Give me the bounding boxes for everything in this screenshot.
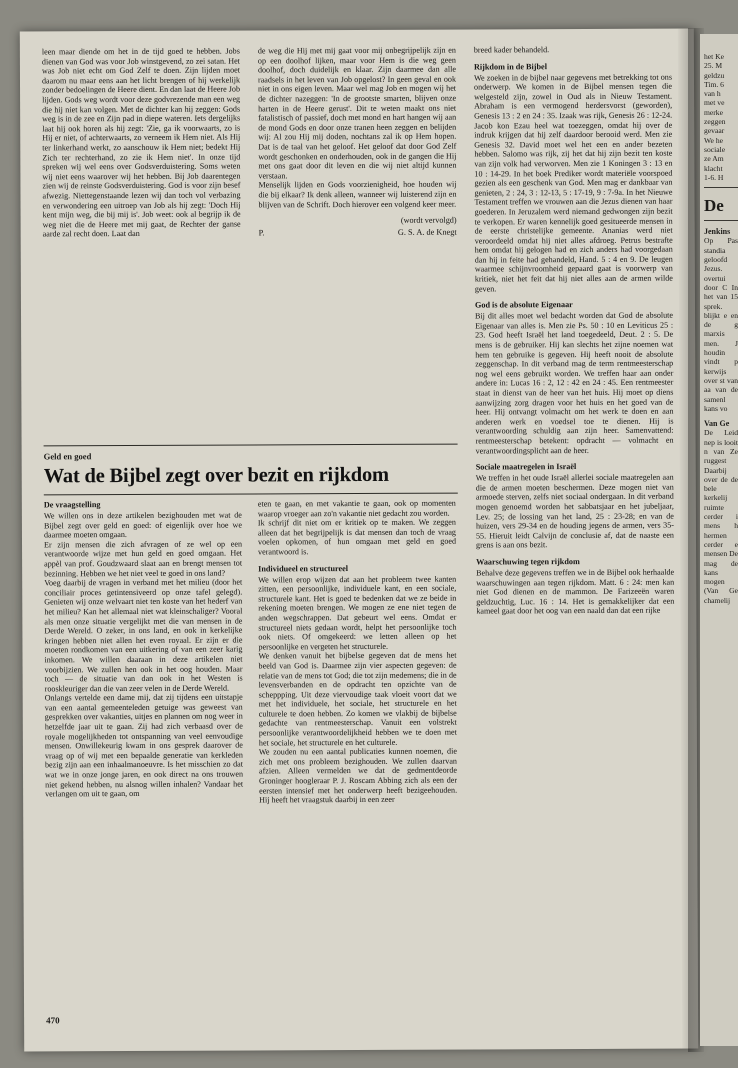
byline-author: G. S. A. de Knegt — [397, 227, 457, 237]
fragment-line: van h — [704, 89, 721, 99]
fragment-line: Tim. 6 — [704, 79, 724, 89]
magazine-page-sheet — [20, 29, 698, 1052]
byline-left: P. — [258, 228, 265, 238]
fragment-line: sociale — [704, 144, 726, 154]
article-column-1 — [44, 500, 243, 800]
paragraph: de weg die Hij met mij gaat voor mij onbegrijpelijk zijn en op een doolhof lijken, maar voor Hem is die weg geen doolhof, doch duidelijk en klaar. Zijn daarmee dan alle raadsels in het leven van Job opgelost? In geen geval en ook niet in ons eigen leven. Maar wel mag Job en mogen wij het de dichter nazeggen: 'In de grootste smarten, blijven onze harten in de Heere gerust'. Dit te weten maakt ons niet fatalistisch of passief, doch met mond en hart hangen wij aan de mond Gods en door onze tranen heen zeggen en belijden wij: Al zou Hij mij doden, nochtans zal ik op Hem hopen. Dat is de taal van het geloof. Het geloof dat door God Zelf wordt geschonken en onderhouden, ook in de gangen die Hij met ons gaat door dit leven en die wij niet altijd kunnen verstaan. — [257, 45, 457, 181]
fragment-line: geldzu — [704, 70, 725, 80]
paragraph: We zoeken in de bijbel naar gegevens met betrekking tot ons onderwerp. We komen in de Bijbel mensen tegen die welgesteld zijn, zowel in Oud als in Nieuw Testament. Abraham is een vermogend herdersvorst (geworden), Genesis 13 : 2 en 24 : 35. Izaak was rijk, Genesis 26 : 12-24. Jacob kon Ezau heel wat toezeggen, omdat hij over de indruk krijgen dat hij zelf daardoor berooid werd. Men zie Genesis 32. David moet wel het een en ander bezeten hebben. Salomo was rijk, zij het dat hij zijn bezit ten koste van zijn volk had verworven. Men zie 1 Koningen 3 : 13 en 10 : 14-29. In het boek Prediker wordt materiële voorspoed gezien als een geschenk van God. Men mag er dankbaar van genieten, 2 : 24, 3 : 12-13, 5 : 17-19, 9 : 7-9a. In het Nieuwe Testament treffen we vrouwen aan die Jezus dienen van haar goederen. In Jeruzalem werd niemand gedwongen zijn bezit te verkopen. Er waren kennelijk goed gesitueerde mensen in de eerste christelijke gemeente. Ananias werd niet veroordeeld omdat hij niet alles afdroeg. Petrus bestrafte hem omdat hij gelogen had en zich anders had voorgedaan dan hij in feite had gehandeld, Hand. 5 : 4 en 9. De leugen waarmee schijnvroomheid gepaard gaat is voorwerp van kritiek, niet het feit dat hij niet alles aan de armen wilde geven. — [473, 72, 673, 294]
fragment-line: met ve — [704, 98, 725, 108]
paragraph: We zouden nu een aantal publicaties kunnen noemen, die zich met ons probleem bezighouden. We zullen daarvan afzien. Alleen vermelden we dat de gedmentdeorde Groninger hoogleraar P. J. Roscam Abbing zich als een der eersten intensief met het onderwerp heeft bezigeehouden. Hij heeft het vraagstuk daarbij in een zeer — [258, 746, 458, 805]
next-page-text — [704, 52, 738, 1032]
fragment-line: We he — [704, 135, 723, 145]
article-column-2 — [258, 499, 457, 806]
paragraph: leen maar diende om het in de tijd goed te hebben. Jobs dienen van God was voor Job winstgevend, zo zei satan. Het was Job niet echt om God Zelf te doen. Zijn lijden moet daarom nu maar eens aan het licht brengen of hij werkelijk zonder bedoelingen de Heere dient. En dan laat de Heere Job lijden. Gods weg wordt voor deze godvrezende man een weg die hij niet kan volgen. Met de dichter kan hij zeggen: Gods weg is in de zee en Zijn pad in diepe wateren. Iets dergelijks laat hij ook horen als hij zegt: 'Zie, ga ik voorwaarts, zo is Hij er niet, of achterwaarts, zo verneem ik Hem niet. Als Hij ter linkerhand werkt, zo aanschouw ik Hem niet; bedekt Hij Zich ter rechterhand, zo zie ik Hem niet'. In onze tijd spreken wij wel eens over Godsverduistering. Soms weten wij niet eens waarover wij het hebben. Bij Job daarentegen zien wij de reinste Godsverduistering. God is voor zijn besef afwezig. Niettegenstaande lezen wij dan toch vol verbazing en verwondering een uitroep van Job als hij zegt: 'Doch Hij kent mijn weg, die bij mij is'. Job weet: ook al begrijp ik de weg niet die de Heere met mij gaat, de Rechter der ganse aarde zal recht doen. Laat dan — [41, 46, 241, 239]
fragment-rule — [704, 187, 738, 188]
section-heading-eigenaar: God is de absolute Eigenaar — [474, 300, 573, 310]
fragment-line: 1-6. H — [704, 172, 724, 182]
paragraph: eten te gaan, en met vakantie te gaan, ook op momenten waarop vroeger aan zo'n vakantie niet gedacht zou worden. — [257, 498, 456, 519]
fragment-line: zeggen — [704, 117, 726, 127]
paragraph: Ik schrijf dit niet om er kritiek op te maken. We zeggen alleen dat het begrijpelijk is dat mensen dan toch de vraag voelen opkomen, of hun omgaan met geld en goed verantwoord is. — [257, 517, 457, 557]
section-heading-waarschuwing: Waarschuwing tegen rijkdom — [476, 556, 580, 567]
paragraph: Er zijn mensen die zich afvragen of ze wel op een verantwoorde wijze met hun geld en goed omgaan. Het appèl van prof. Goudzwaard slaat aan en brengt mensen tot bezinning. Hebben we het niet veel te goed in ons land? — [43, 539, 243, 578]
paragraph: Voeg daarbij de vragen in verband met het milieu (door het conciliair proces getintensiveerd op onze tafel gelegd). Genieten wij onze welvaart niet ten koste van het hederf van het milieu? Kan het allemaal niet wat kleinschaliger? Vooral als men onze situatie vergelijkt met die van mensen in de Derde Wereld. O zeker, in ons land, en ook in kerkelijke kringen hebben niet allen het even royaal. Er zijn er die moeten rondkomen van een uitkering of van een zeer karig inkomen. We willen daaraan in deze artikelen niet voorbijzien. We zullen hen ook in het oog houden. Maar toch — de situatie van dan ook in het Westen is rooskleuriger dan die van zeer velen in de Derde Wereld. — [44, 577, 243, 694]
fragment-line: het Ke — [704, 52, 725, 61]
continued-note: (wordt vervolgd) — [400, 215, 457, 225]
fragment-line: merke — [704, 107, 723, 117]
column-left-top — [42, 47, 242, 428]
rule-top — [44, 444, 458, 447]
next-page-fragment — [700, 34, 738, 1046]
paragraph: We treffen in het oude Israël allerlei sociale maatregelen aan die de armen moeten beschermen. Deze mogen niet van armoede sterven, zelfs niet sociaal ondergaan. In dit verband mogen genoemd worden het sabbatsjaar en het jubeljaar, Lev. 25; de lossing van het land, 25 : 23-28; en van de huizen, vers 29-34 en de houding jegens de armen, vers 35-55. Hieruit leidt Calvijn de conclusie af, dat de naaste een grens is aan ons bezit. — [475, 472, 675, 550]
article-subheading-vraagstelling: De vraagstelling — [43, 500, 101, 510]
fragment-line: gevaar — [704, 126, 725, 136]
page-number: 470 — [46, 1015, 60, 1026]
section-heading-rijkdom: Rijkdom in de Bijbel — [473, 61, 547, 72]
fragment-subheading: Jenkins — [704, 227, 731, 237]
article-body — [44, 499, 459, 807]
paragraph: We willen erop wijzen dat aan het probleem twee kanten zitten, een persoonlijke, individuele kant, en een sociale, structurele kant. Het is goed te bedenken dat we ze beide in rekening moeten brengen. We mogen ze ene niet tegen de anden wegschrappen. Dat gebeurt wel eens. Omdat er structureel niets gedaan wordt, helpt het persoonlijke toch ook niets. Of omgekeerd: we letten alleen op het persoonlijke en vergeten het structurele. — [258, 574, 457, 652]
article-headline: Wat de Bijbel zegt over bezit en rijkdom — [43, 463, 389, 488]
paragraph: Behalve deze gegevens treffen we in de Bijbel ook herhaalde waarschuwingen aan tegen rijkdom. Matt. 6 : 24: men kan niet God dienen en de mammon. De Farizeeën waren geldzuchtig, Luc. 16 : 14. Het is gemakkelijker dat een kameel gaat door het oog van een naald dan dat een rijke — [476, 567, 675, 616]
paragraph: Menselijk lijden en Gods voorzienigheid, hoe houden wij die bij elkaar? Ik denk alleen, wanneer wij luisterend zijn en blijven van de Schrift. Doch hierover een volgend keer meer. — [258, 179, 457, 209]
paragraph: We willen ons in deze artikelen bezighouden met wat de Bijbel zegt over geld en goed: of eigenlijk over hoe we daarmee moeten omgaan. — [43, 510, 242, 540]
fragment-body-2: De Leid nep is looit n van Ze ruggest Daarbij over de de bele kerkelij ruimte cerder i mens h hermen cerder e mensen De mag de kans mogen (Van Ge chamelij — [704, 428, 738, 605]
page-content — [36, 45, 682, 1038]
paragraph: Onlangs vertelde een dame mij, dat zij tijdens een uitstapje van een aantal gemeenteleden getuige was geweest van gesprekken over vakanties, uitjes en plannen om nog weer in hetzelfde jaar uit te gaan. Zij had zich verbaasd over de royale mogelijkheden tot ontspanning van veel eenvoudige mensen. Onwillekeurig kwam in ons gesprek daarover de vraag op of wij met een bepaalde generatie van kerkleden bezig zijn aan een inhaalmanoeuvre. Is het misschien zo dat wat we in onze jonge jaren, en ook direct na ons trouwen niet gekend hebben, nu alsnog willen inhalen? Vandaar het verlangen om uit te gaan, om — [44, 692, 244, 799]
fragment-line: 25. M — [704, 61, 723, 71]
paragraph: We denken vanuit het bijbelse gegeven dat de mens het beeld van God is. Daarmee zijn vier aspecten gegeven: de relatie van de mens tot God; die tot zijn medemens; die in de levensverbanden en de opdracht ten opzichte van de scheppping. Uit deze viervoudige taak vloeit voort dat we met het individuele, het sociale, het structurele en het culturele te doen hebben. Zo komen we vlakbij de bijbelse gedachte van rentmeesterschap. Vanuit een volstrekt persoonlijke verantwoordelijkheid hebben we te doen met het sociale, het structurele en het culturele. — [258, 650, 457, 748]
fragment-line: ze Am — [704, 154, 724, 164]
paragraph: breed kader behandeld. — [473, 45, 550, 55]
section-heading-sociale-maatregelen: Sociale maatregelen in Israël — [475, 462, 577, 472]
fragment-rule-2 — [704, 220, 738, 221]
column-middle-top — [258, 46, 458, 427]
fragment-subheading-2: Van Ge — [704, 419, 730, 429]
article-geld-en-goed — [44, 444, 460, 807]
rule-bottom — [44, 493, 458, 496]
column-right — [474, 45, 674, 617]
paragraph: Bij dit alles moet wel bedacht worden dat God de absolute Eigenaar van alles is. Men zie Ps. 50 : 10 en Leviticus 25 : 23. God heeft Israël het land toegedeeld, Deut. 2 : 5. De mens is de gebruiker. Hij kan slechts het zijne noemen wat hem ten gebruike is gegeven. Hij heeft nooit de absolute zeggenschap. In dit verband mag de term rentmeesterschap nog wel eens gebruikt worden. We treffen haar aan onder andere in: Lucas 16 : 2, 12 : 42 en 24 : 45. Een rentmeester staat in dienst van de heer van het huis. Hij moet op diens aanwijzing zorg dragen voor het huis en het goed van de heer. Hij ontvangt volmacht om het werk te doen en aan anderen werk en voedsel toe te dienen. Hij is verantwoording schuldig aan zijn heer. Samenvattend: rentmeesterschap betekent: opdracht — volmacht en verantwoordingsplicht aan de heer. — [475, 310, 674, 456]
fragment-line: klacht — [704, 163, 723, 173]
byline — [259, 227, 457, 237]
fragment-big-heading: De — [704, 196, 724, 216]
article-kicker: Geld en goed — [43, 451, 92, 462]
article-subheading-individueel: Individueel en structureel — [258, 563, 349, 574]
fragment-body: Op Pas standia geloofd Jezus. overtui door C In het van 15 sprek. blijkt e en de g marxis men. J houdin vindt p kerwijs over st van aa van de samenl kans vo — [704, 236, 738, 413]
